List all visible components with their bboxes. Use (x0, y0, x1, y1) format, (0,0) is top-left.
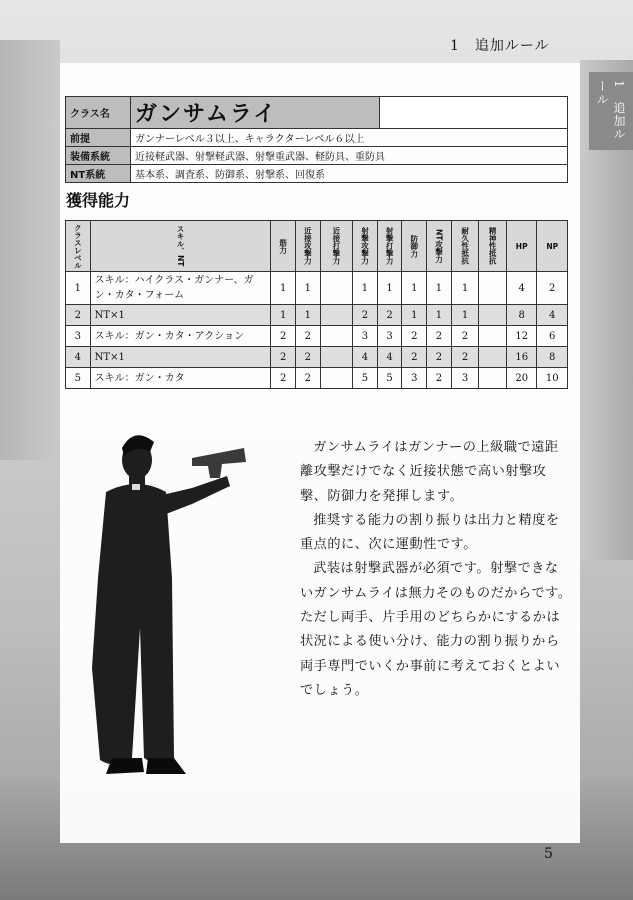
table-row (66, 326, 568, 347)
prereq-value: ガンナーレベル３以上、キャラクターレベル６以上 (131, 129, 568, 147)
chapter-header: 1 追加ルール (450, 38, 550, 54)
class-name-label: クラス名 (66, 97, 131, 129)
value-cell: 5 (377, 368, 402, 389)
value-cell: 2 (377, 305, 402, 326)
description-paragraph-2: 推奨する能力の割り振りは出力と精度を重点的に、次に運動性です。 (300, 512, 560, 553)
value-cell: 2 (402, 347, 427, 368)
description-paragraph-3: 武装は射撃武器が必須です。射撃できないガンサムライは無力そのものだからです。ただし両手、片手用のどちらかにするかは状況による使い分け、能力の割り振りから両手専門でいくか事前に考えておくとよいでしょう。 (300, 561, 572, 698)
value-cell (479, 368, 507, 389)
value-cell: 10 (537, 368, 568, 389)
value-cell: 2 (402, 326, 427, 347)
col-header: 筋力 (271, 221, 296, 272)
value-cell: 1 (377, 272, 402, 305)
col-header: NT攻撃力 (427, 221, 452, 272)
value-cell: 2 (296, 368, 321, 389)
value-cell: 2 (427, 347, 452, 368)
value-cell: 1 (271, 305, 296, 326)
value-cell (320, 368, 352, 389)
col-header: 精神性抵抗 (479, 221, 507, 272)
value-cell: 20 (506, 368, 537, 389)
value-cell (320, 326, 352, 347)
col-header: 近接攻撃力 (296, 221, 321, 272)
value-cell: 1 (402, 272, 427, 305)
value-cell: 2 (537, 272, 568, 305)
skill-cell: スキル：ハイクラス・ガンナー、ガン・カタ・フォーム (90, 272, 271, 305)
value-cell: 2 (427, 368, 452, 389)
value-cell: 2 (271, 368, 296, 389)
value-cell: 1 (427, 305, 452, 326)
equip-label: 装備系統 (66, 147, 131, 165)
col-header: NP (537, 221, 568, 272)
chapter-side-tab: 1 追加ルール (589, 72, 633, 150)
value-cell (479, 272, 507, 305)
value-cell: 6 (537, 326, 568, 347)
value-cell: 5 (66, 368, 91, 389)
value-cell (479, 326, 507, 347)
value-cell: 1 (451, 305, 479, 326)
value-cell: 1 (296, 272, 321, 305)
value-cell: 16 (506, 347, 537, 368)
value-cell (320, 347, 352, 368)
col-header: 射撃打撃力 (377, 221, 402, 272)
equip-value: 近接軽武器、射撃軽武器、射撃重武器、軽防具、重防具 (131, 147, 568, 165)
value-cell (479, 305, 507, 326)
skill-cell: NT×1 (90, 305, 271, 326)
col-header: スキル、NT (90, 221, 271, 272)
value-cell: 3 (402, 368, 427, 389)
skill-table (65, 220, 568, 389)
value-cell: 3 (353, 326, 378, 347)
value-cell (479, 347, 507, 368)
value-cell (320, 272, 352, 305)
col-header: クラスレベル (66, 221, 91, 272)
value-cell: 2 (271, 326, 296, 347)
value-cell: 1 (66, 272, 91, 305)
section-title: 獲得能力 (66, 191, 131, 210)
nt-value: 基本系、調査系、防御系、射撃系、回復系 (131, 165, 568, 183)
value-cell: 2 (451, 326, 479, 347)
value-cell: 2 (66, 305, 91, 326)
value-cell: 1 (402, 305, 427, 326)
skill-cell: スキル：ガン・カタ・アクション (90, 326, 271, 347)
class-table (65, 96, 568, 183)
value-cell: 4 (353, 347, 378, 368)
table-row (66, 272, 568, 305)
value-cell: 8 (506, 305, 537, 326)
nt-label: NT系統 (66, 165, 131, 183)
value-cell: 1 (296, 305, 321, 326)
value-cell: 3 (377, 326, 402, 347)
description-text (300, 436, 572, 703)
value-cell: 4 (377, 347, 402, 368)
gunslinger-illustration (62, 418, 262, 806)
page-number: 5 (544, 846, 553, 862)
table-row (66, 368, 568, 389)
value-cell: 12 (506, 326, 537, 347)
value-cell: 8 (537, 347, 568, 368)
value-cell: 4 (537, 305, 568, 326)
value-cell: 1 (271, 272, 296, 305)
col-header: 耐久性抵抗 (451, 221, 479, 272)
description-paragraph-1: ガンサムライはガンナーの上級職で遠距離攻撃だけでなく近接状態で高い射撃攻撃、防御力を発揮します。 (300, 440, 559, 504)
value-cell (320, 305, 352, 326)
class-name: ガンサムライ (131, 97, 380, 129)
skill-cell: NT×1 (90, 347, 271, 368)
value-cell: 5 (353, 368, 378, 389)
value-cell: 4 (66, 347, 91, 368)
col-header: 射撃攻撃力 (353, 221, 378, 272)
value-cell: 1 (451, 272, 479, 305)
value-cell: 2 (296, 326, 321, 347)
value-cell: 4 (506, 272, 537, 305)
value-cell: 2 (451, 347, 479, 368)
skill-cell: スキル：ガン・カタ (90, 368, 271, 389)
value-cell: 3 (66, 326, 91, 347)
value-cell: 3 (451, 368, 479, 389)
value-cell: 2 (353, 305, 378, 326)
value-cell: 2 (271, 347, 296, 368)
value-cell: 1 (353, 272, 378, 305)
table-row (66, 305, 568, 326)
prereq-label: 前提 (66, 129, 131, 147)
col-header: HP (506, 221, 537, 272)
value-cell: 2 (427, 326, 452, 347)
col-header: 近接打撃力 (320, 221, 352, 272)
col-header: 防御力 (402, 221, 427, 272)
value-cell: 1 (427, 272, 452, 305)
table-row (66, 347, 568, 368)
value-cell: 2 (296, 347, 321, 368)
